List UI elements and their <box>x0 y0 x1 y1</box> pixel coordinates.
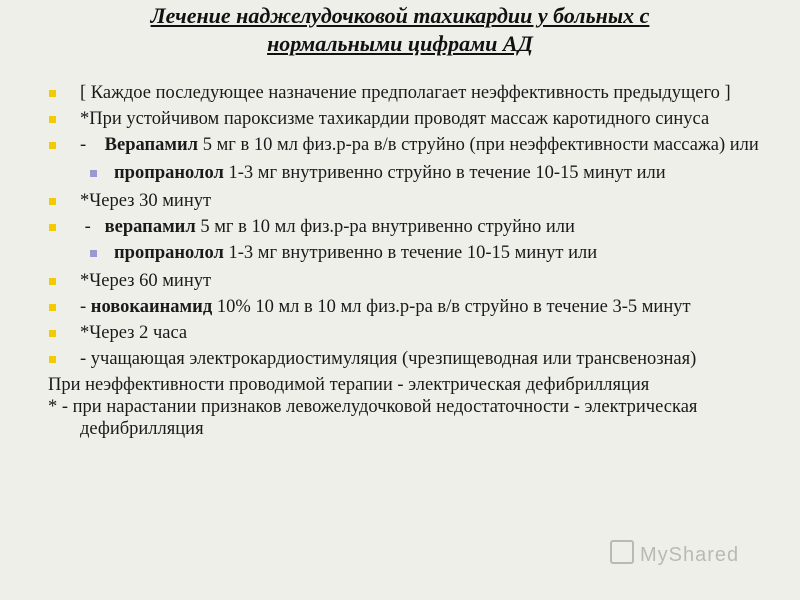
watermark: MyShared <box>610 540 739 567</box>
drug-name: Верапамил <box>104 135 199 155</box>
bullet-icon <box>49 90 56 97</box>
title-line-2: нормальными цифрами АД <box>267 31 533 56</box>
bullet-icon <box>49 304 56 311</box>
bullet-icon <box>49 330 56 337</box>
list-item: - учащающая электрокардиостимуляция (чрезпищеводная или трансвенозная) <box>0 348 800 370</box>
drug-name: верапамил <box>104 217 196 237</box>
list-item: - Верапамил 5 мг в 10 мл физ.р-ра в/в струйно (при неэффективности массажа) или <box>0 134 800 156</box>
drug-name: пропранолол <box>114 163 224 183</box>
bullet-icon <box>49 116 56 123</box>
bullet-icon <box>49 198 56 205</box>
bullet-icon <box>49 142 56 149</box>
bullet-icon <box>49 278 56 285</box>
sub-list-item: пропранолол 1-3 мг внутривенно в течение 10-15 минут или <box>0 242 800 264</box>
sub-bullet-icon <box>90 250 97 257</box>
bullet-icon <box>49 356 56 363</box>
footer-note: * - при нарастании признаков левожелудочковой недостаточности - электрическая дефибрилляция <box>48 397 698 439</box>
slide-title <box>0 2 800 58</box>
drug-name: новокаинамид <box>90 297 213 317</box>
bullet-icon <box>49 224 56 231</box>
sub-list-item: пропранолол 1-3 мг внутривенно струйно в течение 10-15 минут или <box>0 162 800 184</box>
sub-bullet-icon <box>90 170 97 177</box>
list-item: *При устойчивом пароксизме тахикардии проводят массаж каротидного синуса <box>0 108 800 130</box>
slide-content <box>0 82 800 440</box>
list-item: *Через 60 минут <box>0 270 800 292</box>
list-item: - новокаинамид 10% 10 мл в 10 мл физ.р-ра в/в струйно в течение 3-5 минут <box>0 296 800 318</box>
list-item: *Через 2 часа <box>0 322 800 344</box>
watermark-logo-icon <box>610 540 634 564</box>
list-item: *Через 30 минут <box>0 190 800 212</box>
list-item: - верапамил 5 мг в 10 мл физ.р-ра внутривенно струйно или <box>0 216 800 238</box>
list-item: [ Каждое последующее назначение предполагает неэффективность предыдущего ] <box>0 82 800 104</box>
drug-name: пропранолол <box>114 243 224 263</box>
footer-line: При неэффективности проводимой терапии - электрическая дефибрилляция <box>48 375 650 395</box>
title-line-1: Лечение наджелудочковой тахикардии у больных с <box>150 3 650 28</box>
